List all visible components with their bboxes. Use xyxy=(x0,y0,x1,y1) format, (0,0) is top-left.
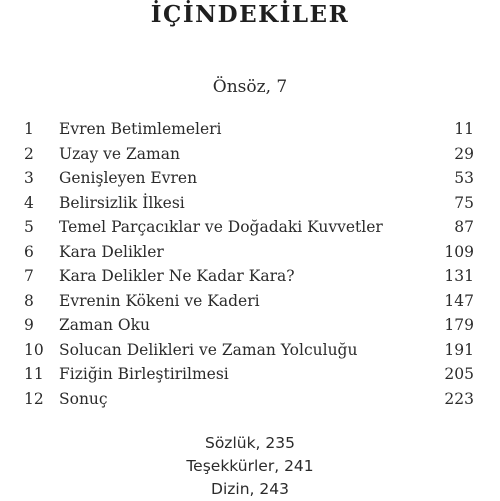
chapter-row xyxy=(24,313,474,338)
chapter-row xyxy=(24,215,474,240)
chapter-row xyxy=(24,166,474,191)
chapter-row xyxy=(24,362,474,387)
chapter-row xyxy=(24,191,474,216)
chapter-page-number: 75 xyxy=(454,193,474,212)
chapter-row xyxy=(24,387,474,412)
chapter-number: 6 xyxy=(24,242,34,261)
chapter-title: Zaman Oku xyxy=(59,316,150,334)
chapter-row xyxy=(24,142,474,167)
chapter-number: 12 xyxy=(24,389,44,408)
chapter-title: Kara Delikler Ne Kadar Kara? xyxy=(59,267,295,285)
chapter-title: Belirsizlik İlkesi xyxy=(59,193,185,212)
page-title: İÇİNDEKİLER xyxy=(150,1,350,28)
chapter-title: Fiziğin Birleştirilmesi xyxy=(59,365,229,383)
chapter-number: 9 xyxy=(24,316,34,334)
chapter-list xyxy=(24,117,474,411)
chapter-title: Temel Parçacıklar ve Doğadaki Kuvvetler xyxy=(59,218,383,236)
chapter-title: Evren Betimlemeleri xyxy=(59,120,222,138)
chapter-page-number: 147 xyxy=(444,291,474,310)
chapter-row xyxy=(24,264,474,289)
chapter-page-number: 29 xyxy=(454,144,474,163)
chapter-page-number: 223 xyxy=(444,389,474,408)
chapter-number: 7 xyxy=(24,267,34,285)
chapter-number: 4 xyxy=(24,193,34,212)
chapter-page-number: 131 xyxy=(444,267,474,285)
chapter-page-number: 179 xyxy=(444,316,474,334)
chapter-page-number: 53 xyxy=(454,169,474,187)
chapter-page-number: 191 xyxy=(444,340,474,359)
chapter-number: 8 xyxy=(24,291,34,310)
chapter-row xyxy=(24,338,474,363)
chapter-row xyxy=(24,289,474,314)
chapter-number: 2 xyxy=(24,144,34,163)
acknowledgements-entry: Teşekkürler, 241 xyxy=(186,457,314,475)
chapter-title: Evrenin Kökeni ve Kaderi xyxy=(59,291,260,310)
index-entry: Dizin, 243 xyxy=(211,480,289,498)
chapter-title: Kara Delikler xyxy=(59,242,164,261)
chapter-page-number: 109 xyxy=(444,242,474,261)
chapter-number: 1 xyxy=(24,120,34,138)
chapter-page-number: 11 xyxy=(454,120,474,138)
preface-entry: Önsöz, 7 xyxy=(212,77,288,97)
chapter-title: Solucan Delikleri ve Zaman Yolculuğu xyxy=(59,340,358,359)
glossary-entry: Sözlük, 235 xyxy=(204,434,295,452)
chapter-title: Uzay ve Zaman xyxy=(59,144,180,163)
chapter-page-number: 205 xyxy=(444,365,474,383)
chapter-number: 10 xyxy=(24,340,44,359)
chapter-row xyxy=(24,117,474,142)
chapter-row xyxy=(24,240,474,265)
chapter-number: 3 xyxy=(24,169,34,187)
backmatter-list xyxy=(0,432,500,501)
chapter-title: Sonuç xyxy=(59,389,108,408)
chapter-number: 5 xyxy=(24,218,34,236)
chapter-title: Genişleyen Evren xyxy=(59,169,198,187)
chapter-page-number: 87 xyxy=(454,218,474,236)
chapter-number: 11 xyxy=(24,365,44,383)
